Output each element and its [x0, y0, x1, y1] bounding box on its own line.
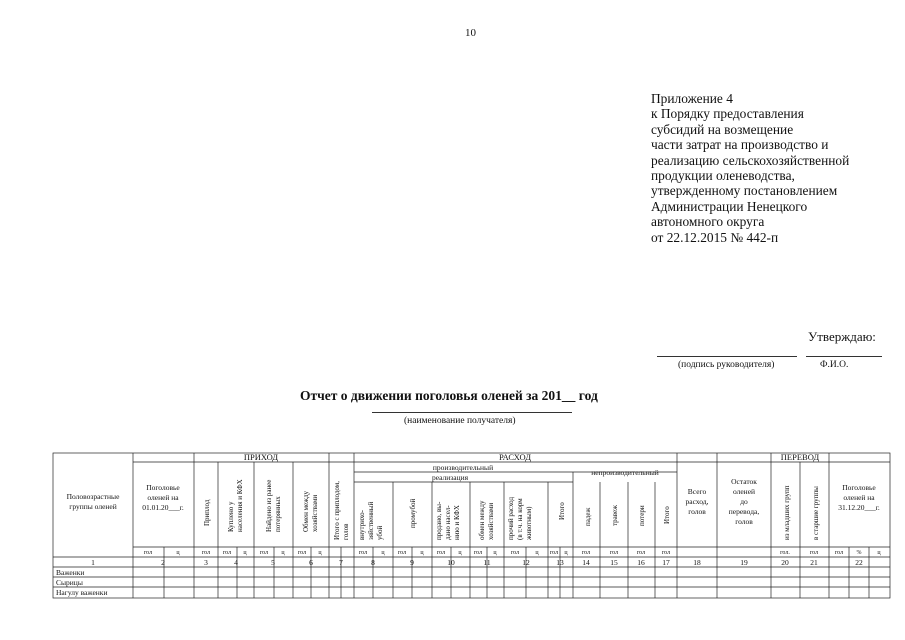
column-number: 10 — [447, 558, 455, 567]
slaughter-header: убой — [376, 525, 384, 540]
unit-label: ц — [458, 550, 462, 556]
expense-total-header: Итого — [558, 502, 566, 520]
column-number: 22 — [855, 558, 863, 567]
exchange-in-header: Обмен между — [302, 490, 310, 532]
nonproductive-header: непроизводительный — [591, 468, 659, 477]
death-header: падеж — [584, 507, 592, 526]
column-number: 8 — [371, 558, 375, 567]
to-older-header: в старшие группы — [812, 486, 820, 540]
exchange-in-header: хозяйствами — [311, 494, 319, 532]
unit-label: гол — [436, 550, 446, 556]
bought-header: Куплено у — [227, 501, 235, 532]
column-number: 12 — [522, 558, 530, 567]
end-stock-line: оленей на — [843, 493, 875, 502]
unit-label: ц — [493, 550, 497, 556]
start-stock-line: 01.01.20___г. — [142, 503, 184, 512]
recipient-caption: (наименование получателя) — [404, 416, 516, 426]
unit-label: ц — [243, 550, 247, 556]
remainder-line: Остаток — [731, 477, 757, 486]
appendix-line: части затрат на производство и — [651, 137, 829, 153]
remainder-line: голов — [735, 517, 753, 526]
appendix-line: от 22.12.2015 № 442-п — [651, 229, 779, 245]
unit-label: гол — [397, 550, 407, 556]
table-row-label: Нагулу важенки — [56, 588, 108, 597]
expense-group-header: РАСХОД — [498, 452, 532, 462]
slaughter-header: внутрихо- — [358, 509, 366, 540]
unit-label: ц — [535, 550, 539, 556]
all-expense-line: расход, — [685, 497, 709, 506]
appendix-line: Администрации Ненецкого — [651, 198, 808, 214]
column-number: 1 — [91, 558, 95, 567]
income-total-header: голов — [342, 523, 350, 540]
exchange-out-header: хозяйствами — [487, 502, 495, 540]
unit-label: гол — [809, 550, 819, 556]
appendix-line: утвержденному постановлением — [651, 183, 838, 199]
unit-label: гол — [201, 550, 211, 556]
column-number: 6 — [309, 558, 313, 567]
start-stock-line: оленей на — [147, 493, 179, 502]
column-number: 16 — [637, 558, 645, 567]
remainder-line: перевода, — [728, 507, 760, 516]
unit-label: гол — [581, 550, 591, 556]
unit-label: ц — [281, 550, 285, 556]
unit-label: гол — [510, 550, 520, 556]
unit-label: гол. — [780, 550, 790, 556]
column-number: 13 — [556, 558, 564, 567]
industrial-header: промубой — [409, 498, 417, 528]
all-expense-line: голов — [688, 507, 706, 516]
unit-label: гол — [143, 550, 153, 556]
column-number: 18 — [693, 558, 701, 567]
column-number: 21 — [810, 558, 818, 567]
sold-header: нию и КФХ — [453, 505, 461, 540]
appendix-line: реализацию сельскохозяйственной — [651, 152, 850, 168]
exchange-out-header: обмен между — [478, 500, 486, 540]
start-stock-line: Поголовье — [146, 483, 180, 492]
remainder-line: оленей — [732, 487, 756, 496]
page-number: 10 — [465, 27, 476, 39]
table-grid — [53, 453, 890, 598]
appendix-line: субсидий на возмещение — [651, 121, 794, 137]
appendix-line: продукции оленеводства, — [651, 168, 795, 184]
column-number: 17 — [662, 558, 670, 567]
signature-caption: (подпись руководителя) — [678, 360, 775, 370]
column-number: 11 — [483, 558, 491, 567]
income-total-header: Итого с приплодом, — [333, 481, 341, 540]
unit-label: гол — [297, 550, 307, 556]
birth-header: Приплод — [203, 499, 211, 526]
approval-label: Утверждаю: — [808, 329, 876, 344]
predators-header: травеж — [611, 505, 619, 526]
unit-label: ц — [420, 550, 424, 556]
table-row-label: Сырицы — [56, 578, 83, 587]
column-number: 4 — [234, 558, 238, 567]
unit-label: гол — [259, 550, 269, 556]
column-number: 19 — [740, 558, 748, 567]
appendix-line: Приложение 4 — [651, 91, 733, 106]
appendix-line: к Порядку предоставления — [651, 106, 804, 122]
column-number: 2 — [161, 558, 165, 567]
end-stock-line: Поголовье — [842, 483, 876, 492]
bought-header: населения и КФХ — [236, 479, 244, 532]
unit-label: гол — [473, 550, 483, 556]
column-number: 7 — [339, 558, 343, 567]
unit-label: гол — [222, 550, 232, 556]
unit-label: ц — [381, 550, 385, 556]
sold-header: продано, вы- — [435, 501, 443, 540]
unit-label: гол — [636, 550, 646, 556]
from-young-header: из младших групп — [783, 485, 791, 540]
sale-header: реализация — [431, 473, 469, 482]
column-number: 15 — [610, 558, 618, 567]
table-row-label: Важенки — [56, 568, 85, 577]
appendix-line: автономного округа — [651, 214, 765, 230]
column-number: 5 — [271, 558, 275, 567]
column-number: 3 — [204, 558, 208, 567]
unit-label: ц — [176, 550, 180, 556]
unit-label: % — [856, 550, 862, 556]
productive-header: производительный — [432, 463, 494, 472]
transfer-group-header: ПЕРЕВОД — [780, 452, 820, 462]
other-header: (в т.ч. на корм — [516, 498, 524, 540]
unit-label: ц — [318, 550, 322, 556]
unit-label: гол — [609, 550, 619, 556]
end-stock-line: 31.12.20___г. — [838, 503, 880, 512]
column-number: 9 — [410, 558, 414, 567]
column-number: 20 — [781, 558, 789, 567]
unit-label: гол — [661, 550, 671, 556]
sold-header: дано насел- — [444, 505, 452, 540]
other-header: животным) — [525, 506, 533, 540]
found-header: потерянных — [274, 496, 282, 532]
unit-label: гол — [549, 550, 559, 556]
slaughter-header: зяйственный — [367, 501, 375, 540]
unit-label: гол — [834, 550, 844, 556]
unit-label: ц — [564, 550, 568, 556]
nonprod-total-header: Итого — [663, 506, 671, 524]
other-header: прочий расход — [507, 496, 515, 540]
group-label-line: группы оленей — [69, 502, 117, 511]
column-number: 14 — [582, 558, 590, 567]
group-label-line: Половозрастные — [66, 492, 120, 501]
name-caption: Ф.И.О. — [820, 360, 849, 370]
all-expense-line: Всего — [687, 487, 707, 496]
report-title: Отчет о движении поголовья оленей за 201__ год — [300, 388, 598, 403]
income-group-header: ПРИХОД — [243, 452, 279, 462]
found-header: Найдено из ранее — [265, 479, 273, 532]
unit-label: ц — [877, 550, 881, 556]
remainder-line: до — [740, 497, 748, 506]
losses-header: потери — [638, 505, 646, 526]
unit-label: гол — [358, 550, 368, 556]
